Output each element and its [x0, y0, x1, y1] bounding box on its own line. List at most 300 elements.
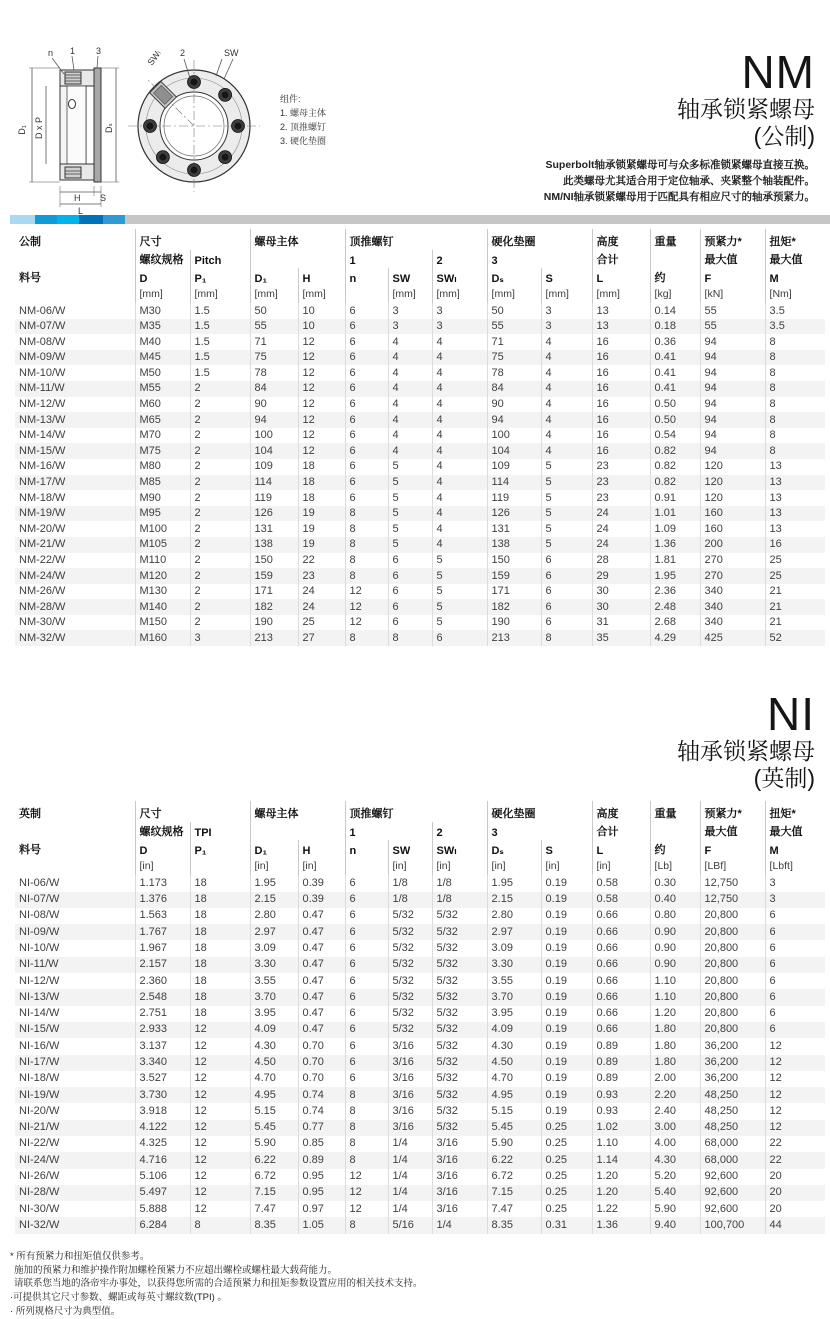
table-cell: 4	[432, 443, 487, 459]
bar-segment	[57, 215, 79, 224]
table-cell: 22	[765, 1152, 825, 1168]
table-cell: 1.02	[592, 1120, 650, 1136]
table-row	[15, 397, 825, 413]
table-cell: 6	[765, 940, 825, 956]
table-cell: 13	[765, 459, 825, 475]
table-cell: 0.19	[541, 1006, 592, 1022]
table-cell: 0.31	[541, 1217, 592, 1233]
table-cell: 6	[345, 303, 388, 319]
table-cell: 200	[700, 537, 765, 553]
table-cell: 3	[765, 892, 825, 908]
table-row	[15, 365, 825, 381]
table-cell: 3.70	[487, 989, 541, 1005]
table-cell: 6	[345, 397, 388, 413]
table-cell: 0.18	[650, 319, 700, 335]
table-cell: 0.50	[650, 397, 700, 413]
table-cell: 4.50	[487, 1055, 541, 1071]
table-cell: 5	[388, 459, 432, 475]
header-cell	[15, 858, 135, 875]
header-cell: 预紧力*	[700, 229, 765, 250]
header-cell: 硬化垫圈	[487, 801, 592, 822]
label-ds: Dₛ	[104, 123, 114, 133]
table-cell: 0.82	[650, 475, 700, 491]
table-cell: 104	[487, 443, 541, 459]
table-cell: M30	[135, 303, 190, 319]
table-row	[15, 973, 825, 989]
table-cell: 0.58	[592, 892, 650, 908]
table-cell: 8	[345, 1136, 388, 1152]
table-cell: 16	[592, 350, 650, 366]
table-cell: 0.25	[541, 1185, 592, 1201]
table-cell: NI-12/W	[19, 974, 60, 987]
table-cell: 6	[541, 553, 592, 569]
footnote-line: · 所列规格尺寸为典型值。	[10, 1305, 121, 1317]
table-cell: 0.19	[541, 957, 592, 973]
table-cell: 12	[765, 1055, 825, 1071]
table-cell: 4	[388, 412, 432, 428]
table-cell: 12	[190, 1201, 250, 1217]
table-cell: 12	[298, 350, 345, 366]
table-cell: 2.40	[650, 1103, 700, 1119]
header-cell: [kN]	[700, 286, 765, 303]
table-cell: 5/32	[432, 1038, 487, 1054]
table-cell: 12	[345, 599, 388, 615]
table-cell: 1/8	[432, 875, 487, 891]
header-cell: 英制	[19, 808, 41, 821]
table-cell: 4.70	[487, 1071, 541, 1087]
table-cell: NM-07/W	[19, 320, 66, 333]
table-cell: 0.80	[650, 908, 700, 924]
table-cell: 5/32	[388, 957, 432, 973]
table-cell: 8	[765, 334, 825, 350]
table-cell: 12,750	[700, 892, 765, 908]
table-cell: 12	[190, 1120, 250, 1136]
table-cell: NM-12/W	[19, 398, 66, 411]
header-cell: M	[765, 268, 825, 286]
table-cell: 1.767	[135, 924, 190, 940]
table-cell: M100	[135, 521, 190, 537]
header-cell	[650, 250, 700, 268]
table-cell: 8	[345, 1152, 388, 1168]
table-cell: 6	[345, 989, 388, 1005]
header-cell: D	[135, 268, 190, 286]
table-cell: 25	[298, 615, 345, 631]
table-cell: 2	[190, 397, 250, 413]
table-cell: 6	[541, 568, 592, 584]
table-cell: 5.15	[487, 1103, 541, 1119]
table-cell: 3/16	[388, 1087, 432, 1103]
table-cell: 0.90	[650, 940, 700, 956]
table-row	[15, 1087, 825, 1103]
table-cell: 126	[250, 506, 298, 522]
table-cell: 0.19	[541, 1022, 592, 1038]
table-cell: M150	[135, 615, 190, 631]
table-cell: 159	[250, 568, 298, 584]
table-cell: 1.20	[592, 1185, 650, 1201]
table-cell: 0.74	[298, 1087, 345, 1103]
table-cell: 0.36	[650, 334, 700, 350]
table-cell: NM-32/W	[19, 631, 66, 644]
legend-item-1: 1. 螺母主体	[280, 108, 327, 118]
table-cell: 6	[345, 908, 388, 924]
table-cell: 3/16	[432, 1201, 487, 1217]
table-cell: 13	[765, 521, 825, 537]
table-cell: 6	[345, 1022, 388, 1038]
header-cell: H	[298, 840, 345, 858]
table-cell: 30	[592, 599, 650, 615]
table-cell: M35	[135, 319, 190, 335]
table-cell: 8	[345, 553, 388, 569]
table-cell: 131	[487, 521, 541, 537]
table-cell: 0.39	[298, 875, 345, 891]
table-cell: 6	[345, 924, 388, 940]
table-cell: 12	[298, 428, 345, 444]
header-cell: D₁	[250, 840, 298, 858]
table-cell: 5/32	[432, 1120, 487, 1136]
table-row	[15, 1006, 825, 1022]
table-cell: 12	[298, 381, 345, 397]
table-cell: 6	[765, 1022, 825, 1038]
table-cell: NM-30/W	[19, 616, 66, 629]
table-cell: 0.14	[650, 303, 700, 319]
table-cell: 18	[298, 490, 345, 506]
table-cell: 2	[190, 537, 250, 553]
table-cell: 8	[345, 1103, 388, 1119]
table-cell: 55	[250, 319, 298, 335]
table-cell: NI-15/W	[19, 1023, 60, 1036]
table-cell: 94	[250, 412, 298, 428]
header-cell	[190, 858, 250, 875]
table-cell: 0.19	[541, 892, 592, 908]
table-cell: 6	[345, 475, 388, 491]
header-cell: SWₗ	[432, 268, 487, 286]
table-cell: 3/16	[388, 1038, 432, 1054]
header-cell: 约	[650, 268, 700, 286]
bar-segment-gray	[125, 215, 830, 224]
table-cell: 5/32	[388, 908, 432, 924]
table-cell: 120	[700, 475, 765, 491]
table-cell: 12	[765, 1103, 825, 1119]
table-cell: 23	[298, 568, 345, 584]
table-row	[15, 1038, 825, 1054]
table-cell: 0.70	[298, 1071, 345, 1087]
header-cell: 1	[345, 250, 432, 268]
table-cell: 3/16	[388, 1103, 432, 1119]
table-cell: 4.122	[135, 1120, 190, 1136]
table-cell: 0.41	[650, 381, 700, 397]
table-cell: 4	[541, 443, 592, 459]
table-cell: NI-11/W	[19, 958, 59, 971]
table-cell: 4	[388, 397, 432, 413]
table-cell: NM-20/W	[19, 522, 66, 535]
table-cell: 100	[250, 428, 298, 444]
table-cell: 0.66	[592, 924, 650, 940]
header-cell: 扭矩*	[765, 229, 825, 250]
table-row	[15, 584, 825, 600]
nm-section-heading	[544, 48, 815, 205]
header-cell: Dₛ	[487, 268, 541, 286]
header-cell: [in]	[432, 858, 487, 875]
table-cell: 18	[190, 957, 250, 973]
table-cell: 24	[298, 584, 345, 600]
table-cell: 3.09	[250, 940, 298, 956]
table-cell: 3.30	[487, 957, 541, 973]
table-cell: 23	[592, 475, 650, 491]
table-row	[15, 1136, 825, 1152]
table-cell: 5	[388, 537, 432, 553]
table-row	[15, 1185, 825, 1201]
table-cell: 4	[432, 412, 487, 428]
table-cell: 18	[190, 989, 250, 1005]
table-cell: 29	[592, 568, 650, 584]
table-cell: 48,250	[700, 1087, 765, 1103]
table-cell: 4	[432, 334, 487, 350]
table-row	[15, 875, 825, 891]
table-cell: 92,600	[700, 1169, 765, 1185]
table-cell: 8	[765, 350, 825, 366]
table-cell: 18	[190, 973, 250, 989]
header-cell	[250, 822, 345, 840]
header-cell: Dₛ	[487, 840, 541, 858]
table-cell: M60	[135, 397, 190, 413]
ni-table-head	[15, 801, 825, 875]
table-cell: 150	[487, 553, 541, 569]
ni-system: (英制)	[753, 764, 815, 791]
table-cell: 24	[592, 506, 650, 522]
table-cell: 12	[765, 1038, 825, 1054]
header-cell	[650, 822, 700, 840]
label-3: 3	[96, 46, 102, 56]
table-cell: 6	[345, 973, 388, 989]
table-cell: 4	[541, 334, 592, 350]
table-cell: 8	[345, 521, 388, 537]
table-cell: 5	[432, 553, 487, 569]
header-cell: M	[765, 840, 825, 858]
table-cell: 4	[388, 334, 432, 350]
table-cell: 68,000	[700, 1136, 765, 1152]
header-cell: F	[700, 268, 765, 286]
header-cell: 尺寸	[135, 801, 250, 822]
table-cell: NM-13/W	[19, 413, 66, 426]
table-cell: 160	[700, 521, 765, 537]
table-cell: 2	[190, 553, 250, 569]
table-cell: 4	[388, 428, 432, 444]
table-cell: 1.10	[650, 989, 700, 1005]
table-cell: 8	[765, 381, 825, 397]
legend-item-3: 3. 硬化垫圈	[280, 136, 327, 146]
table-cell: 12	[345, 615, 388, 631]
table-cell: 5/32	[432, 924, 487, 940]
header-cell: n	[345, 840, 388, 858]
table-cell: 12	[298, 443, 345, 459]
table-row	[15, 1022, 825, 1038]
table-row	[15, 892, 825, 908]
table-cell: 4.09	[487, 1022, 541, 1038]
table-row	[15, 428, 825, 444]
table-cell: NM-24/W	[19, 569, 66, 582]
table-cell: 8	[345, 1120, 388, 1136]
table-cell: 12	[190, 1185, 250, 1201]
table-cell: 6	[345, 412, 388, 428]
table-cell: 0.39	[298, 892, 345, 908]
table-cell: NM-11/W	[19, 382, 65, 395]
table-cell: 1.95	[487, 875, 541, 891]
table-cell: 3/16	[432, 1152, 487, 1168]
table-cell: 0.19	[541, 924, 592, 940]
table-cell: NI-32/W	[19, 1218, 60, 1231]
header-cell: [mm]	[135, 286, 190, 303]
table-cell: 126	[487, 506, 541, 522]
table-cell: NM-15/W	[19, 444, 66, 457]
table-cell: 4.70	[250, 1071, 298, 1087]
table-cell: 0.25	[541, 1201, 592, 1217]
table-cell: 340	[700, 615, 765, 631]
table-row	[15, 459, 825, 475]
table-cell: 2.15	[250, 892, 298, 908]
table-cell: 8	[765, 443, 825, 459]
table-cell: 12	[190, 1055, 250, 1071]
header-cell: 重量	[650, 801, 700, 822]
top-section	[0, 0, 830, 215]
table-cell: 1.81	[650, 553, 700, 569]
table-cell: 24	[592, 537, 650, 553]
table-cell: 3/16	[432, 1136, 487, 1152]
table-cell: 0.19	[541, 1055, 592, 1071]
table-cell: 5.40	[650, 1185, 700, 1201]
table-cell: 20,800	[700, 973, 765, 989]
table-cell: 0.66	[592, 940, 650, 956]
footnote-line: * 所有预紧力和扭矩值仅供参考。	[10, 1250, 150, 1262]
table-cell: 21	[765, 615, 825, 631]
table-cell: 1.20	[650, 1006, 700, 1022]
table-cell: 4.30	[487, 1038, 541, 1054]
table-cell: 6	[765, 924, 825, 940]
header-cell: SW	[388, 840, 432, 858]
table-cell: 22	[765, 1136, 825, 1152]
header-cell: TPI	[190, 822, 250, 840]
table-cell: 1.376	[135, 892, 190, 908]
table-row	[15, 350, 825, 366]
table-cell: 92,600	[700, 1185, 765, 1201]
table-cell: 4.95	[250, 1087, 298, 1103]
table-cell: NI-21/W	[19, 1121, 60, 1134]
table-cell: 48,250	[700, 1120, 765, 1136]
table-cell: 6	[345, 350, 388, 366]
table-cell: 22	[298, 553, 345, 569]
table-cell: 16	[592, 428, 650, 444]
table-cell: NI-24/W	[19, 1153, 60, 1166]
table-cell: 6	[345, 365, 388, 381]
bar-segment	[79, 215, 103, 224]
table-cell: NI-13/W	[19, 990, 60, 1003]
table-cell: 2	[190, 381, 250, 397]
table-cell: 119	[250, 490, 298, 506]
table-row	[15, 615, 825, 631]
table-cell: 138	[250, 537, 298, 553]
table-cell: 6.22	[487, 1152, 541, 1168]
table-cell: 55	[700, 303, 765, 319]
table-cell: 1.80	[650, 1022, 700, 1038]
header-cell: [LBf]	[700, 858, 765, 875]
component-legend	[280, 93, 326, 146]
table-cell: 16	[592, 397, 650, 413]
table-cell: 4	[432, 350, 487, 366]
table-cell: 6	[345, 892, 388, 908]
table-cell: 8	[345, 630, 388, 646]
table-cell: 0.89	[592, 1071, 650, 1087]
table-cell: 3	[190, 630, 250, 646]
table-cell: 8	[345, 537, 388, 553]
nm-desc-line: Superbolt轴承锁紧螺母可与众多标准锁紧螺母直接互换。	[545, 159, 815, 172]
table-cell: 0.47	[298, 940, 345, 956]
table-cell: 8	[765, 428, 825, 444]
table-cell: 55	[487, 319, 541, 335]
table-cell: 3/16	[432, 1169, 487, 1185]
table-cell: 2	[190, 521, 250, 537]
table-cell: 6	[388, 568, 432, 584]
header-cell	[15, 250, 135, 268]
table-cell: M90	[135, 490, 190, 506]
footnotes	[10, 1250, 830, 1319]
table-cell: NI-08/W	[19, 909, 60, 922]
header-cell	[250, 250, 345, 268]
table-cell: M80	[135, 459, 190, 475]
table-row	[15, 599, 825, 615]
table-cell: 270	[700, 568, 765, 584]
table-cell: 8	[345, 1087, 388, 1103]
table-cell: 0.25	[541, 1169, 592, 1185]
table-cell: 75	[487, 350, 541, 366]
table-cell: 3.918	[135, 1103, 190, 1119]
nm-subtitle: 轴承锁紧螺母	[677, 96, 815, 123]
header-cell: [in]	[592, 858, 650, 875]
table-cell: 2.00	[650, 1071, 700, 1087]
table-cell: 12	[298, 365, 345, 381]
table-cell: 7.15	[250, 1185, 298, 1201]
header-cell: 顶推螺钉	[345, 801, 487, 822]
table-cell: 1/4	[388, 1201, 432, 1217]
table-cell: 8	[765, 397, 825, 413]
table-cell: 12	[345, 1169, 388, 1185]
table-cell: 12	[190, 1103, 250, 1119]
header-cell: S	[541, 268, 592, 286]
table-cell: 6.72	[487, 1169, 541, 1185]
table-cell: 19	[298, 521, 345, 537]
table-cell: 94	[700, 381, 765, 397]
table-cell: 270	[700, 553, 765, 569]
table-cell: 21	[765, 584, 825, 600]
table-cell: M65	[135, 412, 190, 428]
table-cell: 5.45	[487, 1120, 541, 1136]
header-cell: [Lb]	[650, 858, 700, 875]
table-cell: 0.47	[298, 1022, 345, 1038]
table-cell: 18	[190, 908, 250, 924]
nm-table-body	[15, 303, 825, 646]
table-cell: 5.15	[250, 1103, 298, 1119]
table-cell: 131	[250, 521, 298, 537]
ni-subtitle: 轴承锁紧螺母	[677, 738, 815, 765]
header-cell: 料号	[19, 844, 41, 857]
brand-color-bar	[10, 215, 830, 224]
table-cell: 1.36	[650, 537, 700, 553]
table-cell: 5	[388, 506, 432, 522]
ni-spec-table	[15, 801, 825, 1234]
table-cell: NM-18/W	[19, 491, 66, 504]
table-cell: 20,800	[700, 924, 765, 940]
table-row	[15, 443, 825, 459]
legend-item-2: 2. 顶推螺钉	[280, 122, 327, 132]
table-cell: 0.70	[298, 1038, 345, 1054]
